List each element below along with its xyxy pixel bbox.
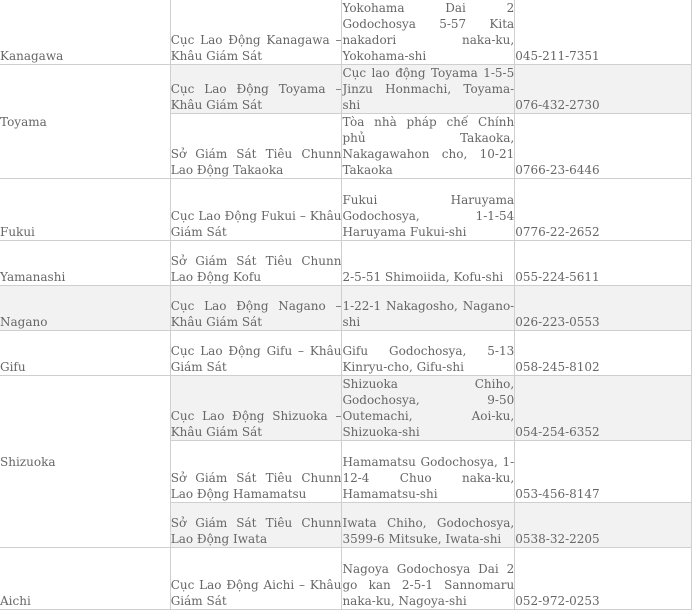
table-row	[0, 376, 692, 441]
office-cell: Sở Giám Sát Tiêu Chunn Lao Động Kofu	[170, 241, 342, 286]
prefecture-cell: Shizuoka	[0, 376, 170, 548]
office-cell: Sở Giám Sát Tiêu Chunn Lao Động Hamamatsu	[170, 441, 342, 503]
phone-cell: 054-254-6352	[515, 376, 692, 441]
phone-cell: 058-245-8102	[515, 331, 692, 376]
address-cell: Hamamatsu Godochosya, 1-12-4 Chuo naka-ku, Hamamatsu-shi	[342, 441, 515, 503]
phone-cell: 0766-23-6446	[515, 114, 692, 179]
address-cell: 2-5-51 Shimoiida, Kofu-shi	[342, 241, 515, 286]
prefecture-cell: Toyama	[0, 65, 170, 179]
office-cell: Cục Lao Động Gifu – Khâu Giám Sát	[170, 331, 342, 376]
address-cell: Fukui Haruyama Godochosya, 1-1-54 Haruyama Fukui-shi	[342, 179, 515, 241]
address-cell: Iwata Chiho, Godochosya, 3599-6 Mitsuke, Iwata-shi	[342, 503, 515, 548]
address-cell: Tòa nhà pháp chế Chính phủ Takaoka, Nakagawahon cho, 10-21 Takaoka	[342, 115, 515, 177]
prefecture-cell: Kanagawa	[0, 0, 170, 65]
table-row	[0, 179, 692, 241]
phone-cell: 076-432-2730	[515, 65, 692, 114]
phone-cell: 026-223-0553	[515, 286, 692, 331]
address-cell: Nagoya Godochosya Dai 2 go kan 2-5-1 Sannomaru naka-ku, Nagoya-shi	[342, 548, 515, 610]
office-cell: Sở Giám Sát Tiêu Chunn Lao Động Iwata	[170, 503, 342, 548]
address-cell: Yokohama Dai 2 Godochosya 5-57 Kita nakadori naka-ku, Yokohama-shi	[342, 1, 515, 63]
phone-cell: 045-211-7351	[515, 0, 692, 65]
table-row	[0, 241, 692, 286]
phone-cell: 0538-32-2205	[515, 503, 692, 548]
office-cell: Sở Giám Sát Tiêu Chunn Lao Động Takaoka	[170, 114, 342, 179]
phone-cell: 055-224-5611	[515, 241, 692, 286]
table-row	[0, 286, 692, 331]
address-cell: Gifu Godochosya, 5-13 Kinryu-cho, Gifu-shi	[342, 331, 515, 376]
table-row	[0, 0, 692, 65]
table-row	[0, 548, 692, 610]
office-cell: Cục Lao Động Kanagawa – Khâu Giám Sát	[170, 0, 342, 65]
prefecture-cell: Nagano	[0, 286, 170, 331]
prefecture-cell: Aichi	[0, 548, 170, 610]
office-cell: Cục Lao Động Fukui – Khâu Giám Sát	[170, 179, 342, 241]
address-cell: Shizuoka Chiho, Godochosya, 9-50 Outemachi, Aoi-ku, Shizuoka-shi	[342, 377, 515, 439]
table-row	[0, 65, 692, 114]
address-cell: Cục lao động Toyama 1-5-5 Jinzu Honmachi, Toyama-shi	[342, 66, 515, 112]
office-cell: Cục Lao Động Shizuoka – Khâu Giám Sát	[170, 376, 342, 441]
address-cell: 1-22-1 Nakagosho, Nagano-shi	[342, 286, 515, 331]
phone-cell: 052-972-0253	[515, 548, 692, 610]
office-cell: Cục Lao Động Aichi – Khâu Giám Sát	[170, 548, 342, 610]
office-cell: Cục Lao Động Toyama – Khâu Giám Sát	[170, 65, 342, 114]
prefecture-cell: Gifu	[0, 331, 170, 376]
phone-cell: 0776-22-2652	[515, 179, 692, 241]
phone-cell: 053-456-8147	[515, 441, 692, 503]
table-row	[0, 331, 692, 376]
prefecture-cell: Yamanashi	[0, 241, 170, 286]
office-cell: Cục Lao Động Nagano – Khâu Giám Sát	[170, 286, 342, 331]
prefecture-cell: Fukui	[0, 179, 170, 241]
